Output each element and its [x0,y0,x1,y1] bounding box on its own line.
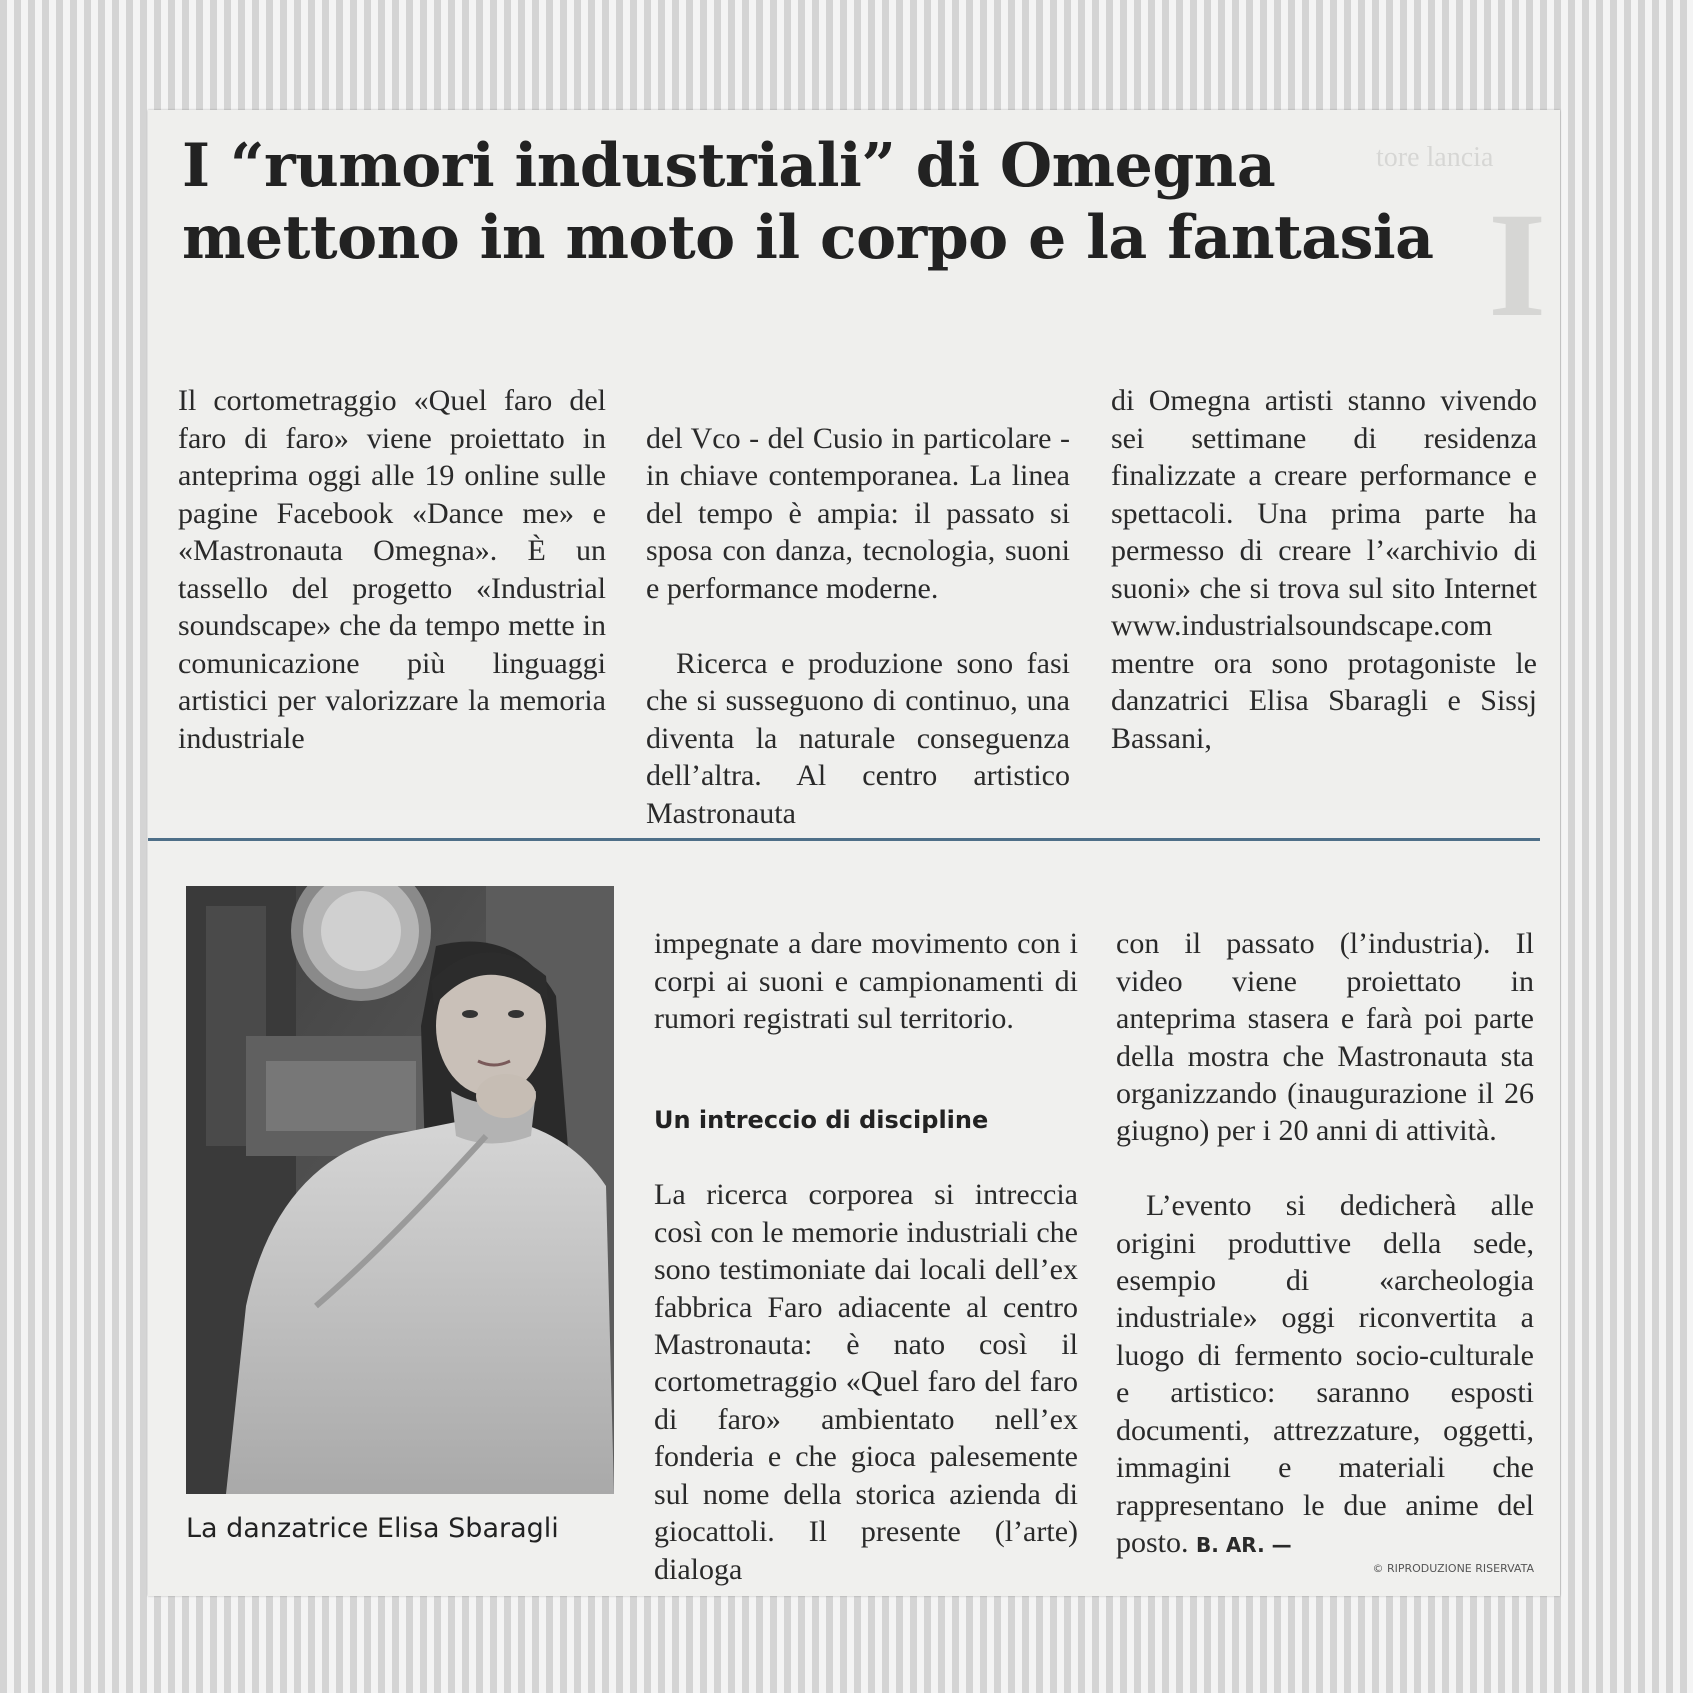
paragraph: Ricerca e produzione sono fasi che si susseguono di continuo, una diventa la naturale conseguenza dell’altra. Al centro artistico Mastronauta [646,646,1070,830]
subheading: Un intreccio di discipline [654,1106,989,1135]
author-signature: B. AR. — [1196,1532,1292,1557]
paragraph [1116,1187,1534,1564]
paragraph: con il passato (l’industria). Il video viene proiettato in anteprima stasera e farà poi parte della mostra che Mastronauta sta organizzando (inaugurazione il 26 giugno) per i 20 anni di attività. [1116,927,1534,1148]
newspaper-clipping [148,110,1560,1596]
copyright-notice: © RIPRODUZIONE RISERVATA [1372,1562,1534,1575]
paragraph: del Vco - del Cusio in particolare - in chiave contemporanea. La linea del tempo è ampia: il passato si sposa con danza, tecnologia, suoni e performance moderne. [646,421,1070,605]
article-top-panel [148,110,1560,830]
paragraph: impegnate a dare movimento con i corpi ai suoni e campionamenti di rumori registrati sul territorio. [654,927,1078,1036]
text-column-5 [1116,888,1534,1602]
text-column-1: Il cortometraggio «Quel faro del faro di faro» viene proiettato in anteprima oggi alle 19 online sulle pagine Facebook «Dance me» e «Mastronauta Omegna». È un tassello del progetto «Industrial soundscape» che da tempo mette in comunicazione più linguaggi artistici per valorizzare la memoria industriale [178,384,606,755]
ghost-text-top: tore lancia [1376,142,1494,173]
text-column-2 [646,382,1070,870]
text-column-3: di Omegna artisti stanno vivendo sei settimane di residenza finalizzate a creare performance e spettacoli. Una prima parte ha permesso di creare l’«archivio di suoni» che si trova sul sito Internet www.industrialsoundscape.com mentre ora sono protagoniste le danzatrici Elisa Sbaragli e Sissj Bassani, [1111,384,1537,755]
paragraph-text: L’evento si dedicherà alle origini produttive della sede, esempio di «archeologia industriale» oggi riconvertita a luogo di fermento socio-culturale e artistico: saranno esposti documenti, attrezzature, oggetti, immagini e materiali che rappresentano le due anime del posto. [1116,1189,1534,1559]
dancer-photo [186,886,614,1494]
photo-caption: La danzatrice Elisa Sbaragli [186,1513,559,1544]
paragraph: La ricerca corporea si intreccia così con le memorie industriali che sono testimoniate dai locali dell’ex fabbrica Faro adiacente al centro Mastronauta: è nato così il cortometraggio «Quel faro del faro di faro» ambientato nell’ex fonderia e che gioca palesemente sul nome della storica azienda di giocattoli. Il presente (l’arte) dialoga [654,1178,1078,1586]
section-divider [148,838,1540,841]
dancer-photo-illustration [186,886,614,1494]
headline: I “rumori industriali” di Omegna mettono in moto il corpo e la fantasia [182,131,1434,273]
ghost-text-big: I [1488,182,1547,348]
text-column-4 [654,888,1078,1625]
